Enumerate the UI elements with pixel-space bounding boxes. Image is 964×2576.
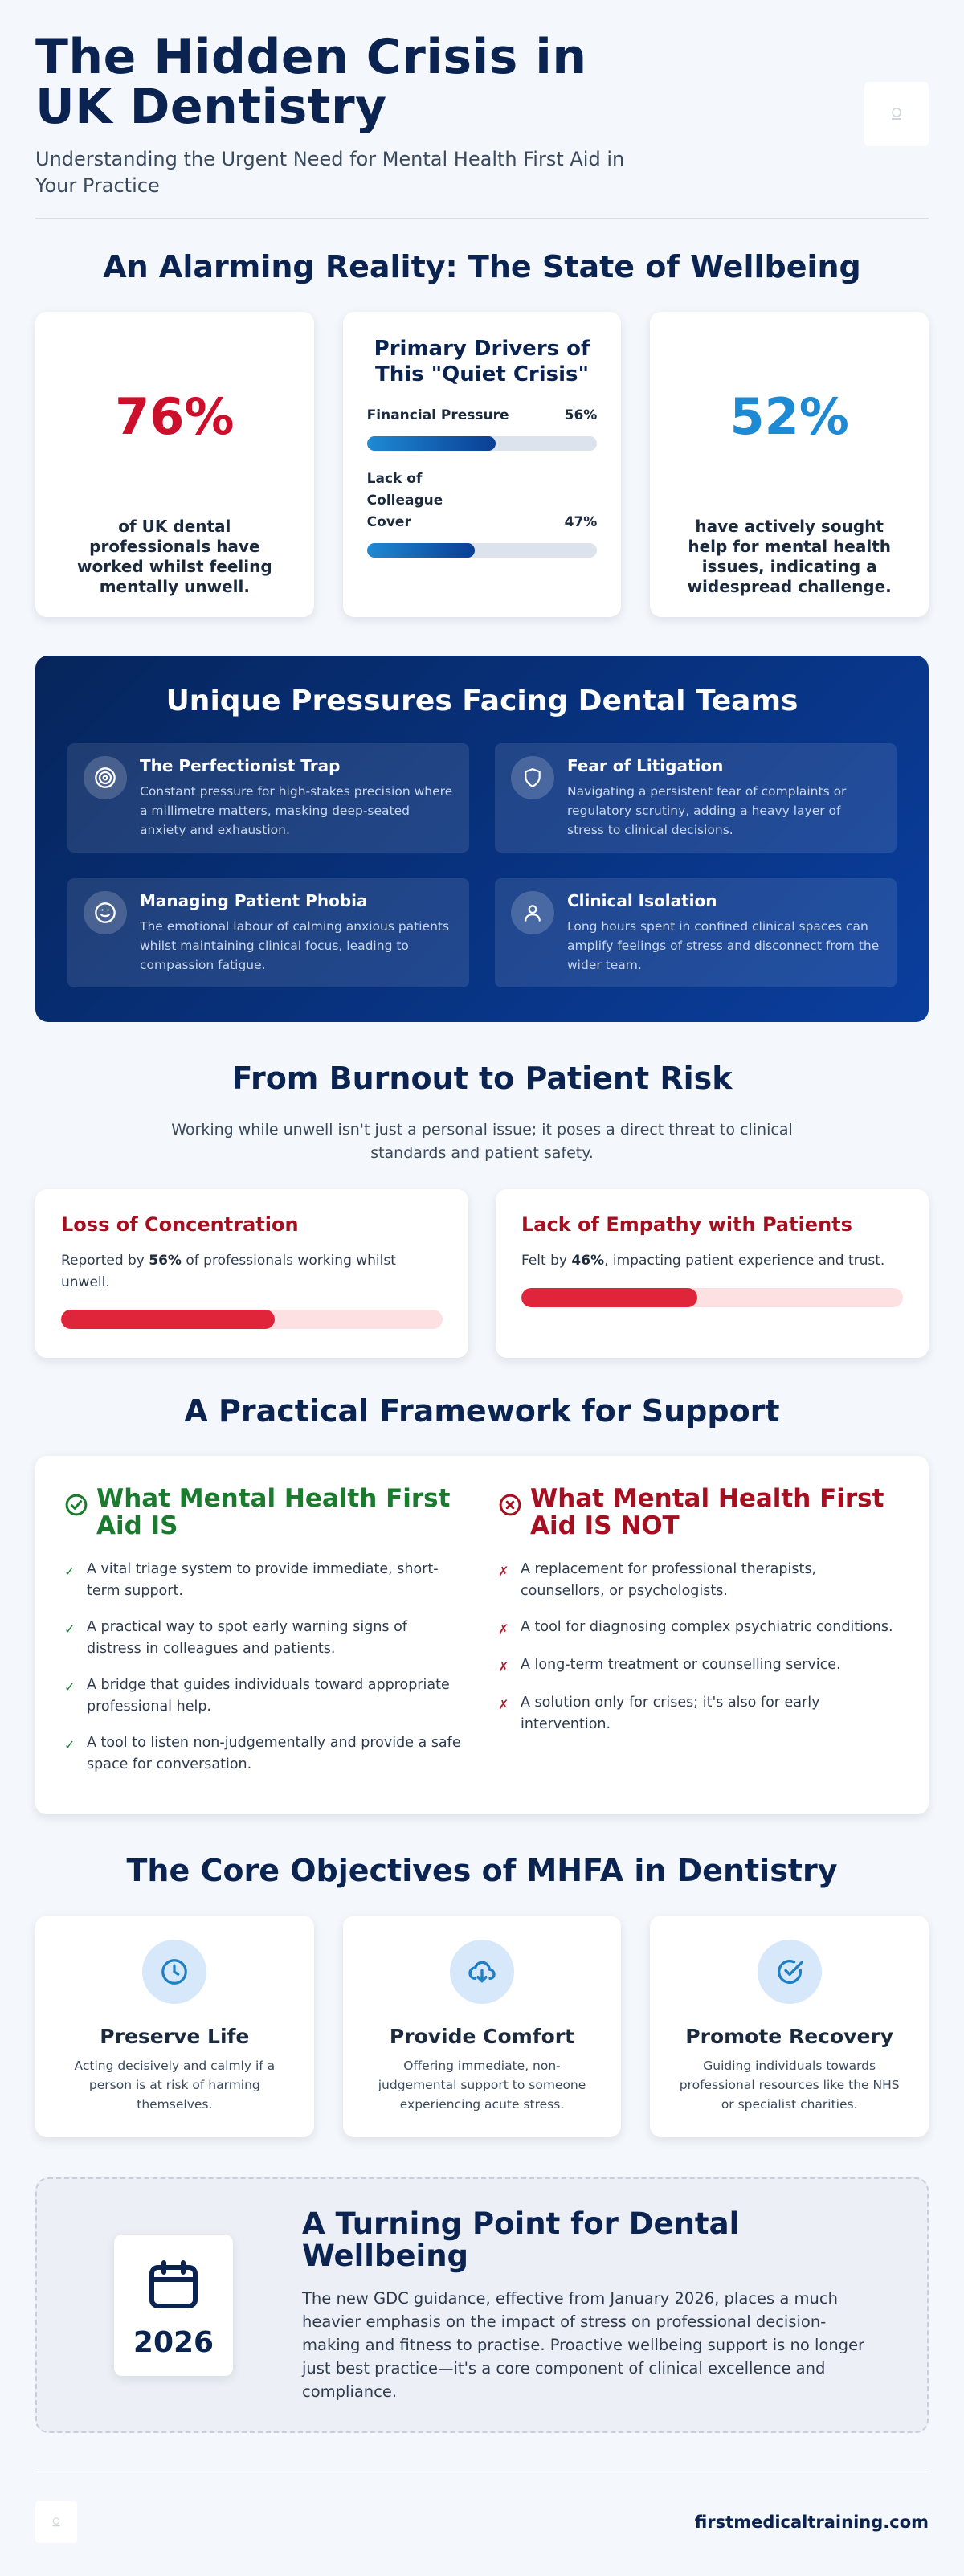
- pressures-section: [35, 656, 929, 1022]
- objective-text: Acting decisively and calmly if a person is at risk of harming themselves.: [74, 2059, 276, 2112]
- risk-card-text: Felt by 46%, impacting patient experience and trust.: [521, 1253, 885, 1269]
- risk-card-text: Reported by 56% of professionals working whilst unwell.: [61, 1253, 396, 1290]
- list-item: ✗ A solution only for crises; it's also for early intervention.: [498, 1692, 900, 1736]
- objective-title: Promote Recovery: [685, 2025, 894, 2048]
- check-circle-icon: [758, 1940, 822, 2004]
- logo-placeholder-icon: [49, 2515, 63, 2529]
- clock-icon: [142, 1940, 206, 2004]
- stat-value-sought-help: 52%: [729, 387, 849, 446]
- framework-is-list: [64, 1559, 466, 1776]
- pressures-section-title: Unique Pressures Facing Dental Teams: [165, 685, 799, 718]
- list-item: ✓ A tool to listen non-judgementally and provide a safe space for conversation.: [64, 1732, 466, 1776]
- check-icon: ✓: [64, 1679, 76, 1695]
- objective-card: [343, 1916, 622, 2137]
- list-item: ✗ A tool for diagnosing complex psychiatric conditions.: [498, 1617, 900, 1640]
- driver-value: 47%: [564, 514, 598, 530]
- turning-point-section: [35, 2177, 929, 2433]
- cross-icon: ✗: [498, 1621, 509, 1637]
- target-icon: [84, 756, 127, 799]
- objective-title: Preserve Life: [100, 2025, 250, 2048]
- driver-label: Financial Pressure: [366, 407, 509, 423]
- pressure-text: Navigating a persistent fear of complaints or regulatory scrutiny, adding a heavy layer of stress to clinical decisions.: [567, 784, 847, 837]
- objectives-section-title: The Core Objectives of MHFA in Dentistry: [126, 1853, 838, 1888]
- list-item: ✓ A practical way to spot early warning signs of distress in colleagues and patients.: [64, 1617, 466, 1660]
- check-icon: ✓: [64, 1737, 76, 1752]
- risk-card-value: 46%: [571, 1253, 605, 1269]
- risk-card-title: Lack of Empathy with Patients: [521, 1213, 852, 1236]
- stat-description-sought-help: have actively sought help for mental health issues, indicating a widespread challenge.: [687, 517, 892, 596]
- framework-card: [35, 1456, 929, 1814]
- risk-section-title: From Burnout to Patient Risk: [231, 1061, 733, 1096]
- risk-bar-fill: [61, 1310, 275, 1329]
- objective-title: Provide Comfort: [389, 2025, 575, 2048]
- page-subtitle: Understanding the Urgent Need for Mental Health First Aid in Your Practice: [35, 148, 625, 197]
- x-circle-icon: [498, 1493, 522, 1517]
- driver-bar: [367, 436, 598, 451]
- check-circle-icon: [64, 1493, 88, 1517]
- pressures-grid: [67, 743, 897, 987]
- header-logo: [864, 82, 929, 146]
- page-footer: [35, 2472, 929, 2571]
- header-text: [35, 29, 662, 199]
- pressure-text: Long hours spent in confined clinical spaces can amplify feelings of stress and disconnect from the wider team.: [567, 919, 880, 972]
- framework-is-not-list: [498, 1559, 900, 1736]
- framework-is-column: [64, 1485, 466, 1785]
- cross-icon: ✗: [498, 1697, 509, 1712]
- objectives-row: [35, 1916, 929, 2137]
- risk-row: [35, 1189, 929, 1358]
- driver-bar-fill: [367, 543, 476, 558]
- footer-website-link[interactable]: firstmedicaltraining.com: [694, 2512, 929, 2532]
- check-icon: ✓: [64, 1621, 76, 1637]
- driver-item: [367, 468, 598, 558]
- objective-card: [35, 1916, 314, 2137]
- smile-icon: [84, 891, 127, 934]
- pressure-item: [67, 878, 469, 987]
- page-title-line-2: UK Dentistry: [35, 79, 387, 135]
- calendar-box: [114, 2235, 233, 2376]
- framework-is-not-column: [498, 1485, 900, 1785]
- stat-card-sought-help: [650, 312, 929, 617]
- risk-card-title: Loss of Concentration: [61, 1213, 299, 1236]
- stat-description-unwell: of UK dental professionals have worked whilst feeling mentally unwell.: [77, 517, 272, 596]
- driver-item: [367, 405, 598, 451]
- check-icon: ✓: [64, 1564, 76, 1579]
- stat-value-unwell: 76%: [115, 387, 235, 446]
- risk-bar-fill: [521, 1288, 697, 1307]
- drivers-title: Primary Drivers of This "Quiet Crisis": [374, 337, 590, 386]
- stats-section-title: An Alarming Reality: The State of Wellbeing: [103, 249, 861, 284]
- framework-section-title: A Practical Framework for Support: [184, 1393, 780, 1429]
- turning-point-text: [302, 2208, 872, 2403]
- page-title-line-1: The Hidden Crisis in: [35, 29, 587, 85]
- stat-card-unwell: [35, 312, 314, 617]
- framework-is-title: What Mental Health First Aid IS: [96, 1484, 451, 1540]
- driver-label: Lack of Colleague Cover: [366, 471, 443, 530]
- list-item: ✓ A vital triage system to provide immediate, short-term support.: [64, 1559, 466, 1602]
- driver-value: 56%: [564, 407, 598, 423]
- pressure-item: [495, 743, 897, 853]
- footer-logo: [35, 2501, 77, 2543]
- pressure-text: The emotional labour of calming anxious patients whilst maintaining clinical focus, leading to compassion fatigue.: [140, 919, 450, 972]
- risk-card-concentration: [35, 1189, 468, 1358]
- list-item: ✗ A replacement for professional therapists, counsellors, or psychologists.: [498, 1559, 900, 1602]
- shield-icon: [511, 756, 554, 799]
- risk-bar: [521, 1288, 903, 1307]
- cross-icon: ✗: [498, 1659, 509, 1674]
- page-header: [35, 29, 929, 219]
- pressure-title: Managing Patient Phobia: [140, 891, 368, 910]
- calendar-year: 2026: [133, 2326, 214, 2359]
- risk-card-empathy: [496, 1189, 929, 1358]
- page-title: [35, 29, 662, 135]
- risk-intro: Working while unwell isn't just a personal issue; it poses a direct threat to clinical standards and patient safety.: [171, 1121, 793, 1162]
- pressure-title: The Perfectionist Trap: [140, 756, 341, 775]
- drivers-card: [343, 312, 622, 617]
- framework-is-not-title: What Mental Health First Aid IS NOT: [530, 1484, 884, 1540]
- pressure-text: Constant pressure for high-stakes precision where a millimetre matters, masking deep-seated anxiety and exhaustion.: [140, 784, 453, 837]
- pressure-title: Clinical Isolation: [567, 891, 717, 910]
- pressure-item: [495, 878, 897, 987]
- list-item: ✓ A bridge that guides individuals toward appropriate professional help.: [64, 1674, 466, 1718]
- turning-point-title: A Turning Point for Dental Wellbeing: [302, 2206, 740, 2273]
- calendar-icon: [145, 2254, 202, 2315]
- objective-card: [650, 1916, 929, 2137]
- user-icon: [511, 891, 554, 934]
- risk-bar: [61, 1310, 443, 1329]
- logo-placeholder-icon: [887, 104, 906, 124]
- cross-icon: ✗: [498, 1564, 509, 1579]
- stats-row: [35, 312, 929, 617]
- driver-bar-fill: [367, 436, 496, 451]
- turning-point-body: The new GDC guidance, effective from January 2026, places a much heavier emphasis on the impact of stress on professional decision-making and fitness to practise. Proactive wellbeing support is no longer just best practice—it's a core component of clinical excellence and compliance.: [302, 2288, 865, 2401]
- pressure-title: Fear of Litigation: [567, 756, 724, 775]
- objective-text: Guiding individuals towards professional resources like the NHS or specialist charities.: [679, 2059, 900, 2112]
- pressure-item: [67, 743, 469, 853]
- cloud-download-icon: [450, 1940, 514, 2004]
- objective-text: Offering immediate, non-judgemental support to someone experiencing acute stress.: [378, 2059, 586, 2112]
- driver-bar: [367, 543, 598, 558]
- risk-card-value: 56%: [149, 1253, 182, 1269]
- list-item: ✗ A long-term treatment or counselling service.: [498, 1654, 900, 1678]
